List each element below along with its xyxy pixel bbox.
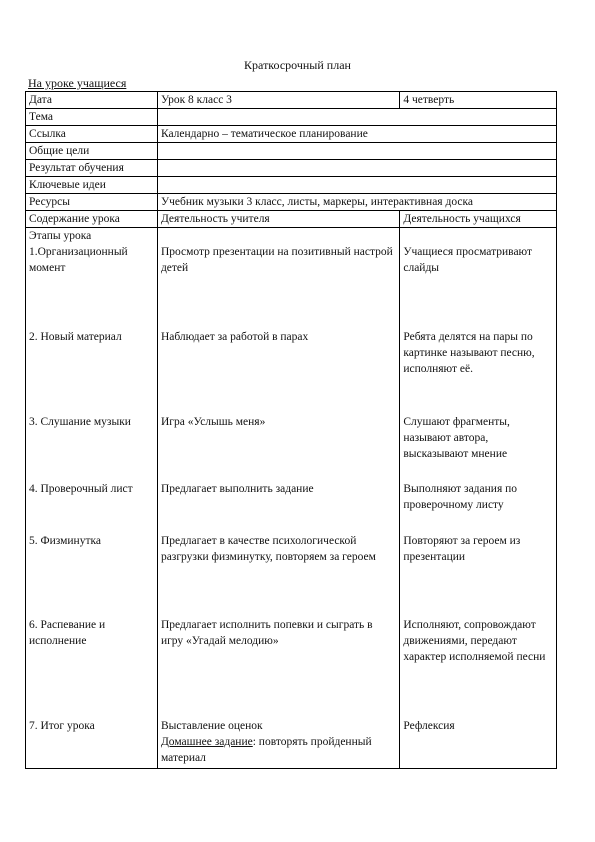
student-activity: Рефлексия xyxy=(403,720,455,732)
info-label: Ключевые идеи xyxy=(26,177,158,194)
stages-content-cell xyxy=(26,228,158,769)
info-row-date xyxy=(26,92,557,109)
info-value xyxy=(157,177,556,194)
stages-students-cell xyxy=(400,228,557,769)
info-extra: 4 четверть xyxy=(400,92,557,109)
student-activity: Выполняют задания по проверочному листу xyxy=(403,483,518,511)
info-value xyxy=(157,109,556,126)
stages-teacher-cell xyxy=(157,228,399,769)
teacher-activity-final xyxy=(161,718,393,766)
info-label: Результат обучения xyxy=(26,160,158,177)
stage-name: 2. Новый материал xyxy=(29,331,122,343)
info-row-topic xyxy=(26,109,557,126)
stage-name: 5. Физминутка xyxy=(29,535,101,547)
info-value: Календарно – тематическое планирование xyxy=(157,126,556,143)
header-content: Содержание урока xyxy=(26,211,158,228)
stage-name: 6. Распевание и исполнение xyxy=(29,619,106,647)
info-row-key-ideas xyxy=(26,177,557,194)
header-row xyxy=(26,211,557,228)
student-activity: Исполняют, сопровождают движениями, передают характер исполняемой песни xyxy=(403,619,546,663)
info-row-goals xyxy=(26,143,557,160)
student-activity: Повторяют за героем из презентации xyxy=(403,535,521,563)
info-value: Учебник музыки 3 класс, листы, маркеры, интерактивная доска xyxy=(157,194,556,211)
document-subtitle: На уроке учащиеся xyxy=(28,76,127,90)
homework-label: Домашнее задание xyxy=(160,736,253,748)
info-label: Ресурсы xyxy=(26,194,158,211)
stage-name: 1.Организационный момент xyxy=(29,246,128,274)
info-value xyxy=(157,160,556,177)
stages-label: Этапы урока xyxy=(29,230,92,242)
header-teacher: Деятельность учителя xyxy=(157,211,399,228)
document-title: Краткосрочный план xyxy=(244,58,351,72)
teacher-activity: Игра «Услышь меня» xyxy=(160,416,266,428)
info-row-link xyxy=(26,126,557,143)
info-value xyxy=(157,143,556,160)
header-students: Деятельность учащихся xyxy=(400,211,557,228)
student-activity: Слушают фрагменты, называют автора, высказывают мнение xyxy=(403,416,510,460)
lesson-plan-table xyxy=(25,91,557,769)
info-row-resources xyxy=(26,194,557,211)
stage-name: 7. Итог урока xyxy=(29,720,95,732)
student-activity: Учащиеся просматривают слайды xyxy=(403,246,533,274)
info-label: Дата xyxy=(26,92,158,109)
teacher-activity: Наблюдает за работой в парах xyxy=(160,331,309,343)
stage-name: 3. Слушание музыки xyxy=(29,416,131,428)
info-label: Общие цели xyxy=(26,143,158,160)
teacher-activity: Выставление оценок xyxy=(160,720,263,732)
teacher-activity: Предлагает выполнить задание xyxy=(160,483,314,495)
homework-text: : повторять пройденный материал xyxy=(160,736,372,764)
student-activity: Ребята делятся на пары по картинке называют песню, исполняют её. xyxy=(403,331,535,375)
stages-row xyxy=(26,228,557,769)
teacher-activity: Просмотр презентации на позитивный настрой детей xyxy=(160,246,393,274)
teacher-activity: Предлагает исполнить попевки и сыграть в игру «Угадай мелодию» xyxy=(160,619,373,647)
homework-line xyxy=(161,734,393,766)
info-label: Тема xyxy=(26,109,158,126)
stage-name: 4. Проверочный лист xyxy=(29,483,133,495)
info-row-outcome xyxy=(26,160,557,177)
teacher-activity: Предлагает в качестве психологической разгрузки физминутку, повторяем за героем xyxy=(160,535,376,563)
info-value: Урок 8 класс 3 xyxy=(157,92,399,109)
info-label: Ссылка xyxy=(26,126,158,143)
